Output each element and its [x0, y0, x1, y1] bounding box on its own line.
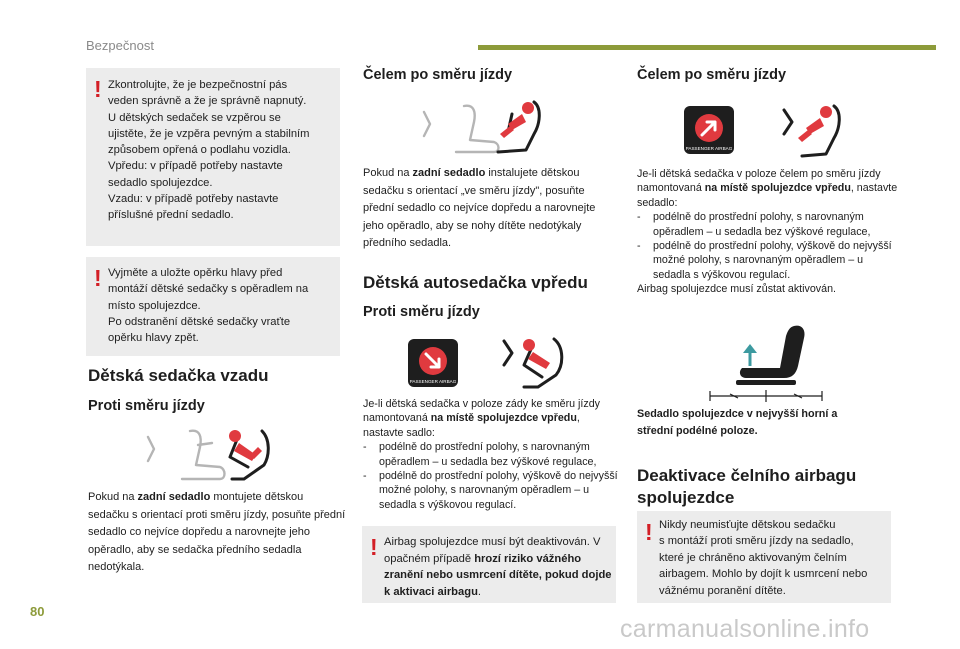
warning-text: Nikdy neumisťujte dětskou sedačku s montáží proti směru jízdy na sedadlo, které je chráněno aktivovaným čelním airbagem. Mohlo by dojít k usmrcení nebo vážnému poranění dítěte. [659, 519, 868, 597]
warning-exclamation-icon: ! [94, 76, 102, 102]
subheading-rear-facing: Proti směru jízdy [88, 398, 205, 414]
section-title: Bezpečnost [86, 38, 154, 53]
airbag-label: PASSENGER AIRBAG [685, 146, 733, 151]
front-seat-outline-icon [148, 431, 225, 479]
heading-forward-facing-front: Čelem po směru jízdy [637, 67, 787, 83]
heading-rear-seat: Dětská sedačka vzadu [88, 366, 269, 385]
airbag-label: PASSENGER AIRBAG [409, 379, 457, 384]
warning-exclamation-icon: ! [370, 534, 378, 560]
seat-icon [736, 326, 805, 385]
warning-box-seatbelt [86, 68, 340, 246]
list-item: - podélně do prostřední polohy, s narovnaným opěradlem – u sedadla bez výškové regulace, [637, 211, 871, 238]
warning-text: Vyjměte a uložte opěrku hlavy před montáží dětské sedačky s opěradlem na místo spolujezdce. Po odstranění dětské sedačky vraťte opěrku hlavy zpět. [108, 267, 309, 345]
list-item: - podélně do prostřední polohy, výškově do nejvyšší možné polohy, s narovnaným opěradlem – u sedadla s výškovou regulací. [637, 240, 892, 281]
paragraph-forward-facing-rear: Pokud na zadní sedadlo instalujete dětskou sedačku s orientací „ve směru jízdy", posuňte přední sedadlo co nejvíce dopředu a narovnejte jeho opěradlo, aby se nohy dítěte nedotýkaly předního sedadla. [363, 167, 596, 249]
warning-box-airbag-deactivate [362, 526, 616, 603]
subheading-rear-facing-front: Proti směru jízdy [363, 304, 480, 320]
intro-text: Je-li dětská sedačka v poloze zády ke směru jízdy namontovaná na místě spolujezdce vpředu, nastavte sadlo: [363, 398, 601, 439]
paragraph-front-rear-facing [363, 397, 618, 512]
paragraph-rear-facing: Pokud na zadní sedadlo montujete dětskou sedačku s orientací proti směru jízdy, posuňte přední sedadlo co nejvíce dopředu a narovnejte jeho opěradlo, aby se sedačka předního sedadla nedotýkala. [88, 491, 346, 573]
paragraph-front-forward-facing [637, 167, 899, 297]
watermark: carmanualsonline.info [620, 615, 870, 643]
height-arrow-icon [743, 344, 757, 366]
intro-text: Je-li dětská sedačka v poloze čelem po směru jízdy namontovaná na místě spolujezdce vpředu, nastavte sedadlo: [637, 168, 898, 209]
airbag-indicator-icon [408, 339, 458, 387]
airbag-on-forward-illustration [684, 104, 854, 160]
warning-text: Airbag spolujezdce musí být deaktivován. V opačném případě hrozí riziko vážného zranění nebo usmrcení dítěte, pokud dojde k aktivaci airbagu. [384, 536, 612, 598]
rear-seat-rearward-illustration [140, 425, 280, 487]
heading-front-child-seat: Dětská autosedačka vpředu [363, 273, 588, 292]
warning-box-headrest [86, 257, 340, 356]
airbag-off-rearward-illustration [408, 335, 578, 391]
airbag-active-note: Airbag spolujezdce musí zůstat aktivován. [637, 283, 837, 296]
seat-position-illustration [706, 322, 826, 404]
airbag-indicator-icon [684, 106, 734, 154]
front-seat-outline-icon [424, 106, 499, 152]
figure-caption: Sedadlo spolujezdce v nejvyšší horní a střední podélné poloze. [637, 408, 838, 437]
child-figure-icon [798, 106, 832, 142]
warning-exclamation-icon: ! [645, 519, 653, 545]
child-figure-icon [523, 339, 550, 369]
heading-forward-facing-rear: Čelem po směru jízdy [363, 67, 513, 83]
child-figure-icon [500, 102, 534, 138]
warning-box-airbag-active [637, 511, 891, 603]
warning-exclamation-icon: ! [94, 265, 102, 291]
heading-airbag-deactivation: Deaktivace čelního airbagu spolujezdce [637, 466, 857, 507]
list-item: - podélně do prostřední polohy, výškově do nejvyšší možné polohy, s narovnaným opěradlem – u sedadla s výškovou regulací. [363, 470, 618, 511]
rear-seat-forward-illustration [416, 98, 556, 158]
page-number: 80 [30, 604, 45, 619]
list-item: - podélně do prostřední polohy, s narovnaným opěradlem – u sedadla bez výškové regulace, [363, 441, 597, 468]
header-rule [478, 45, 936, 50]
longitudinal-scale-icon [710, 390, 822, 402]
warning-text: Zkontrolujte, že je bezpečnostní pás veden správně a že je správně napnutý. U dětských sedaček se vzpěrou se ujistěte, že je vzpěra pevným a stabilním způsobem opřená o podlahu vozidla. Vpředu: v případě potřeby nastavte sedadlo spolujezdce. Vzadu: v případě potřeby nastavte příslušné přední sedadlo. [108, 79, 310, 222]
